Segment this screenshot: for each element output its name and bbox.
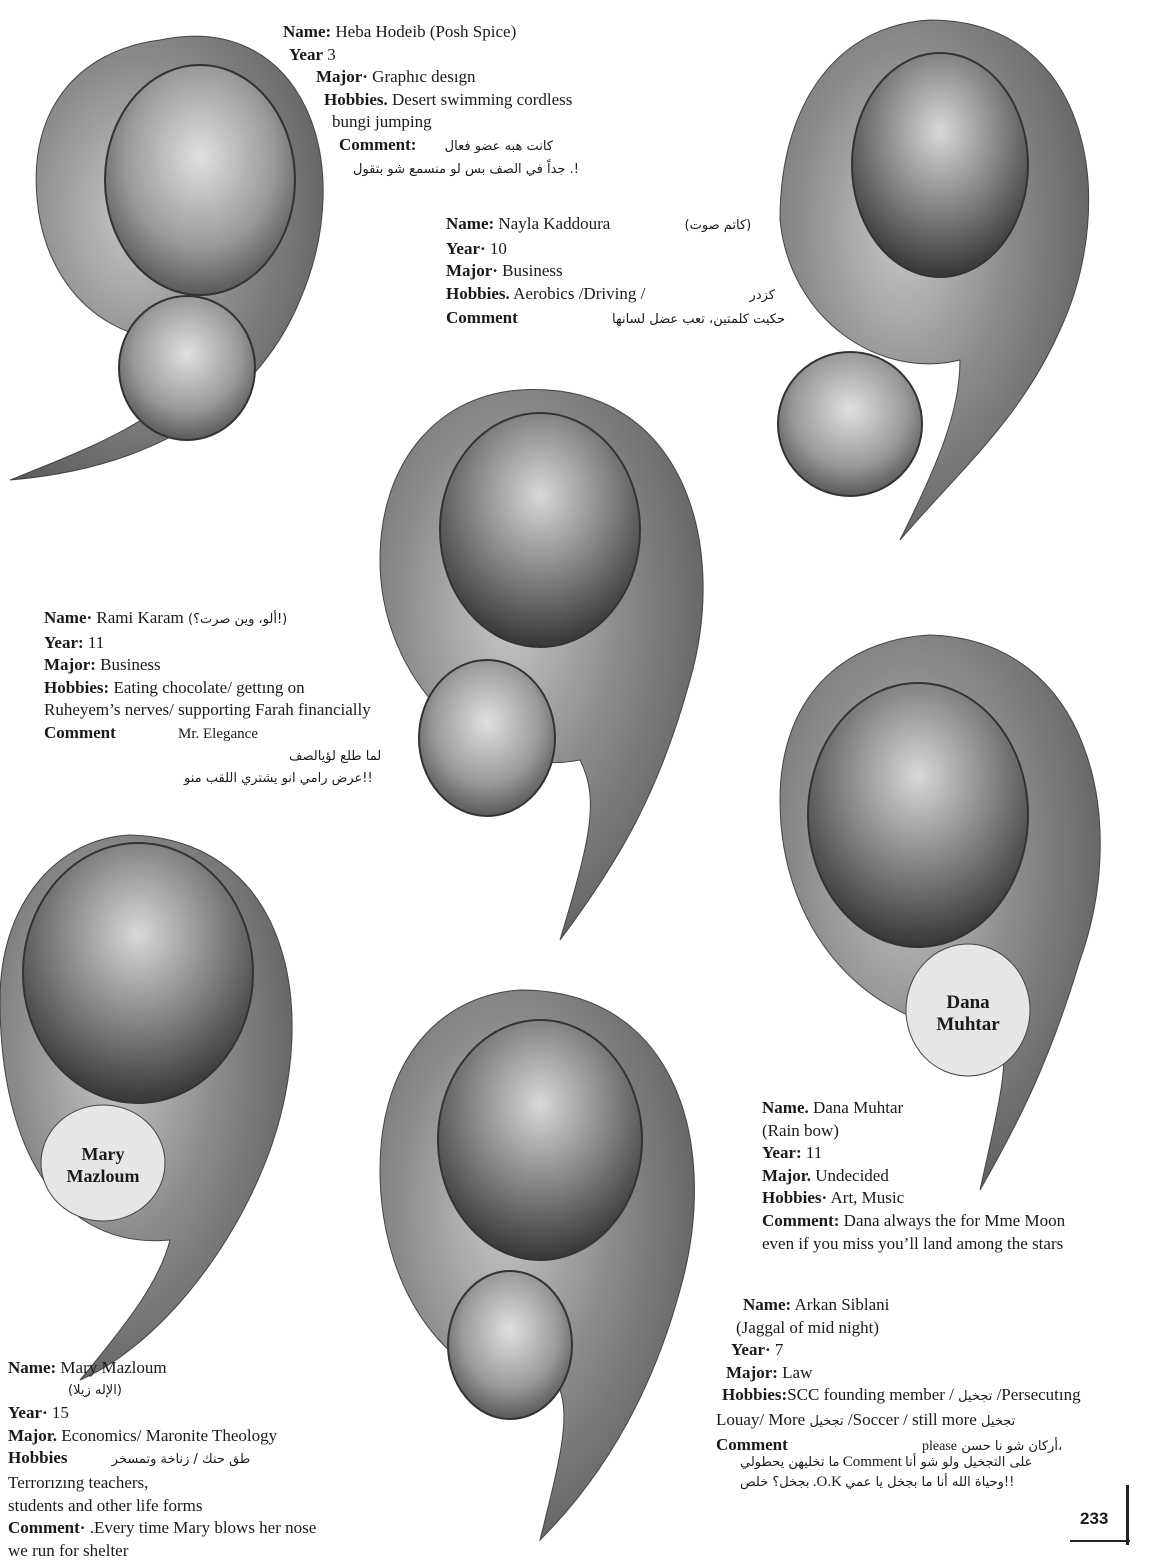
heba-major: Graphıc desıgn (372, 67, 476, 87)
heba-major-label: Major· (316, 67, 368, 87)
arkan-hobbies-2a: Louay/ More (716, 1409, 806, 1429)
mary-hobbies-2: students and other life forms (8, 1495, 203, 1515)
arkan-baby-photo (448, 1271, 572, 1419)
nayla-name-label: Name: (446, 214, 495, 233)
arkan-hobbies-label: Hobbies: (722, 1385, 788, 1405)
page-number: 233 (1080, 1509, 1109, 1528)
heba-year: 3 (327, 44, 336, 64)
arkan-comment-label: Comment (716, 1434, 788, 1454)
nayla-major: Business (502, 261, 563, 281)
arkan-hobbies-1b: /Persecutıng (996, 1385, 1081, 1405)
mary-photo (23, 843, 253, 1103)
arkan-comment-3-ar-b: وحياة الله أنا ما بجخل يا عمي!! (845, 1475, 1015, 1490)
mary-name: Mary Mazloum (60, 1358, 167, 1377)
nayla-hobbies: Aerobics /Driving / (513, 283, 646, 303)
arkan-year: 7 (774, 1340, 784, 1360)
nayla-comment-label: Comment (446, 308, 518, 328)
rami-hobbies-1: Eating chocolate/ gettıng on (113, 677, 305, 697)
dana-comment-label: Comment: (762, 1210, 840, 1230)
dana-hobbies: Art, Music (830, 1188, 905, 1208)
rami-name-label: Name· (44, 608, 93, 627)
mary-profile (8, 1357, 316, 1562)
mary-hobbies-1: Terrorızıng teachers, (8, 1472, 149, 1492)
rami-hobbies-2: Ruheyem’s nerves/ supporting Farah financially (44, 700, 371, 720)
arkan-comment-lines (740, 1452, 1032, 1492)
mary-year: 15 (51, 1403, 69, 1423)
arkan-name-label: Name: (743, 1295, 792, 1314)
rami-nickname-ar: (ألو، وين صرت؟!) (188, 612, 288, 627)
nayla-year-label: Year· (446, 238, 486, 258)
mary-hobbies-label: Hobbies (8, 1448, 68, 1468)
nayla-comma-frame (778, 20, 1089, 540)
heba-hobbies-1: Desert swimming cordless (392, 89, 573, 109)
nayla-photo (852, 53, 1028, 277)
mary-major: Economics/ Maronite Theology (61, 1425, 278, 1445)
arkan-hobbies-2-ar2: تجخيل (981, 1413, 1016, 1429)
rami-profile (44, 607, 381, 791)
dana-comment-2: even if you miss you’ll land among the stars (762, 1233, 1064, 1253)
arkan-name: Arkan Siblani (794, 1295, 890, 1314)
arkan-major-label: Major: (726, 1362, 778, 1382)
dana-nickname: (Rain bow) (762, 1120, 839, 1140)
dana-profile (762, 1097, 1065, 1255)
dana-comment-1: Dana always the for Mme Moon (843, 1210, 1066, 1230)
nayla-comment-ar: حكيت كلمتين، تعب عضل لسانها (612, 312, 786, 328)
arkan-hobbies-1-ar: تجخيل (958, 1389, 993, 1405)
nayla-year: 10 (489, 238, 507, 258)
dana-name-tag (912, 992, 1024, 1036)
nayla-major-label: Major· (446, 261, 498, 281)
arkan-hobbies-2-ar: تجخيل (809, 1413, 844, 1429)
heba-name-label: Name: (283, 22, 332, 41)
rami-major: Business (100, 655, 161, 675)
arkan-comment-1: please (922, 1438, 957, 1454)
heba-name: Heba Hodeib (Posh Spice) (335, 22, 517, 41)
arkan-major: Law (782, 1362, 813, 1382)
heba-baby-photo (119, 296, 255, 440)
arkan-nickname: (Jaggal of mid night) (736, 1317, 880, 1337)
dana-photo (808, 683, 1028, 947)
rami-photo (440, 413, 640, 647)
page-number-underline (1070, 1540, 1130, 1542)
rami-year: 11 (87, 632, 105, 652)
nayla-profile (446, 213, 785, 332)
mary-tag-first: Mary (81, 1144, 125, 1164)
dana-major: Undecided (815, 1165, 889, 1185)
rami-year-label: Year: (44, 632, 84, 652)
arkan-comment-1-ar: أركان شو نا حسن، (961, 1438, 1063, 1454)
heba-photo (105, 65, 295, 295)
mary-year-label: Year· (8, 1403, 48, 1423)
mary-major-label: Major. (8, 1425, 57, 1445)
rami-baby-photo (419, 660, 555, 816)
rami-comma-frame (380, 390, 703, 940)
rami-comment: Mr. Elegance (178, 725, 258, 742)
arkan-comment-3-ar-a: بجخل؟ خلص (740, 1475, 810, 1490)
arkan-comment-2-ar-b: على التجخيل ولو شو أنا (905, 1455, 1033, 1470)
heba-year-label: Year (289, 44, 323, 64)
heba-comment-ar-2: جداً في الصف بس لو منسمع شو بتقول .! (353, 161, 579, 177)
page-number-rule (1126, 1485, 1129, 1545)
rami-hobbies-label: Hobbies: (44, 677, 110, 697)
nayla-nickname-ar: (كاتم صوت) (684, 218, 752, 233)
nayla-baby-photo (778, 352, 922, 496)
mary-nickname-ar: (الإله زيلا) (68, 1382, 122, 1398)
heba-comment-ar-1: كانت هبه عضو فعال (444, 138, 553, 154)
arkan-comment-3: .O.K (812, 1474, 842, 1490)
arkan-hobbies-2b: /Soccer / still more (847, 1409, 977, 1429)
mary-hobbies-ar: طق حنك / زناخة وتمسخر (111, 1452, 251, 1468)
arkan-photo (438, 1020, 642, 1260)
dana-tag-last: Muhtar (936, 1014, 1000, 1035)
heba-profile (283, 21, 579, 181)
dana-year-label: Year: (762, 1143, 802, 1163)
dana-name: Dana Muhtar (812, 1098, 904, 1117)
rami-major-label: Major: (44, 655, 96, 675)
dana-major-label: Major. (762, 1165, 811, 1185)
mary-comment-label: Comment· (8, 1518, 86, 1538)
mary-comment-2: we run for shelter (8, 1540, 129, 1560)
heba-hobbies-label: Hobbies. (324, 89, 388, 109)
rami-comment-ar-1a: لما طلع لؤي (321, 748, 382, 764)
heba-hobbies-2: bungi jumping (332, 112, 432, 132)
heba-comment-label: Comment: (339, 134, 417, 154)
rami-comment-ar-2: عرض رامي انو يشتري اللقب منو!! (184, 771, 373, 787)
arkan-hobbies-1a: SCC founding member / (787, 1385, 954, 1405)
mary-name-label: Name: (8, 1358, 57, 1377)
mary-tag-last: Mazloum (66, 1166, 140, 1186)
nayla-name: Nayla Kaddoura (498, 214, 611, 233)
arkan-comma-frame (380, 990, 694, 1540)
arkan-year-label: Year· (731, 1340, 771, 1360)
mary-comment-1: .Every time Mary blows her nose (89, 1518, 317, 1538)
dana-name-label: Name. (762, 1098, 809, 1117)
arkan-profile (716, 1294, 1081, 1458)
heba-comma-frame (10, 36, 323, 480)
dana-tag-first: Dana (946, 992, 990, 1013)
mary-comma-frame (0, 835, 292, 1380)
mary-name-tag (48, 1143, 158, 1187)
rami-name: Rami Karam (96, 608, 184, 627)
nayla-hobbies-ar: كزدر (749, 287, 775, 303)
arkan-comment-2: Comment (842, 1454, 902, 1470)
nayla-hobbies-label: Hobbies. (446, 283, 510, 303)
arkan-comment-2-ar-a: ما تخليهن يحطولي (740, 1455, 840, 1470)
dana-hobbies-label: Hobbies· (762, 1188, 828, 1208)
rami-comment-label: Comment (44, 722, 116, 742)
rami-comment-ar-1b: الصف (289, 748, 322, 764)
dana-year: 11 (805, 1143, 823, 1163)
